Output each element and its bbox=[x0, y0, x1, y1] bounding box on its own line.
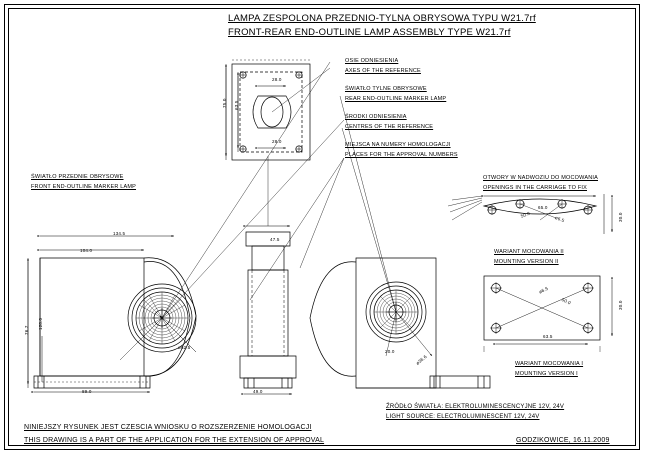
dim-v1-30: 30.0 bbox=[618, 300, 623, 310]
dim-front-d625: ø62.5 bbox=[178, 345, 191, 350]
dim-v1-50: 50.0 bbox=[560, 297, 572, 306]
callout-axes-en: AXES OF THE REFERENCE bbox=[345, 68, 421, 74]
callout-front-pl: ŚWIATŁO PRZEDNIE OBRYSOWE bbox=[31, 174, 124, 180]
dim-side-475: 47.5 bbox=[270, 237, 280, 242]
footer-en: THIS DRAWING IS A PART OF THE APPLICATION FOR THE EXTENSION OF APPROVAL bbox=[24, 437, 325, 444]
callout-centres-en: CENTRES OF THE REFERENCE bbox=[345, 124, 434, 130]
place-date: GODZIKOWICE, 16.11.2009 bbox=[516, 437, 610, 444]
dim-front-767: 76.7 bbox=[24, 325, 29, 335]
dim-top-28b: 28.0 bbox=[272, 139, 282, 144]
dim-front-89: 89.0 bbox=[82, 389, 92, 394]
callout-rear-pl: ŚWIATŁO TYLNE OBRYSOWE bbox=[345, 86, 427, 92]
dim-v1-d65: ø6.5 bbox=[538, 285, 550, 295]
dim-top-28a: 28.0 bbox=[272, 77, 282, 82]
callout-version1-en: MOUNTING VERSION I bbox=[515, 371, 578, 377]
dim-mid-49: 49.0 bbox=[253, 389, 263, 394]
callout-openings-en: OPENINGS IN THE CARRIAGE TO FIX bbox=[483, 185, 587, 191]
dim-v2-d65: ø6.5 bbox=[554, 215, 566, 224]
dim-front-128: 128.0 bbox=[38, 317, 43, 330]
callout-source-pl: ŹRÓDŁO ŚWIATŁA: ELEKTROLUMINESCENCYJNE 12V, 24V bbox=[386, 404, 565, 410]
dim-v1-635: 63.5 bbox=[543, 334, 553, 339]
dim-v2-30: 30.0 bbox=[618, 212, 623, 222]
callout-openings-pl: OTWORY W NADWOZIU DO MOCOWANIA bbox=[483, 175, 598, 181]
dim-v2-50: 50.0 bbox=[520, 210, 531, 219]
callout-rear-en: REAR END-OUTLINE MARKER LAMP bbox=[345, 96, 447, 102]
callout-version2-pl: WARIANT MOCOWANIA II bbox=[494, 249, 564, 255]
dim-front-104: 104.0 bbox=[80, 248, 93, 253]
dim-v2-65: 65.0 bbox=[538, 205, 548, 210]
callout-centres-pl: ŚRODKI ODNIESIENIA bbox=[345, 114, 407, 120]
callout-approval-pl: MIEJSCA NA NUMERY HOMOLOGACJI bbox=[345, 142, 451, 148]
callout-version1-pl: WARIANT MOCOWANIA I bbox=[515, 361, 584, 367]
dim-top-635: 63.5 bbox=[234, 100, 239, 110]
title-line-pl: LAMPA ZESPOLONA PRZEDNIO-TYLNA OBRYSOWA TYPU W21.7rf bbox=[228, 13, 536, 24]
dim-front-1345: 134.5 bbox=[113, 231, 126, 236]
dim-top-75: 75.0 bbox=[222, 98, 227, 108]
callout-axes-pl: OSIE ODNIESIENIA bbox=[345, 58, 399, 64]
dim-rear-d366: ø36.6 bbox=[415, 353, 428, 366]
callout-front-en: FRONT END-OUTLINE MARKER LAMP bbox=[31, 184, 137, 190]
dim-rear-20: 20.0 bbox=[385, 349, 395, 354]
title-line-en: FRONT-REAR END-OUTLINE LAMP ASSEMBLY TYPE W21.7rf bbox=[228, 27, 511, 38]
callout-approval-en: PLACES FOR THE APPROVAL NUMBERS bbox=[345, 152, 458, 158]
callout-version2-en: MOUNTING VERSION II bbox=[494, 259, 559, 265]
callout-source-en: LIGHT SOURCE: ELECTROLUMINESCENT 12V, 24V bbox=[386, 414, 540, 420]
footer-pl: NINIEJSZY RYSUNEK JEST CZESCIA WNIOSKU O ROZSZERZENIE HOMOLOGACJI bbox=[24, 424, 312, 431]
